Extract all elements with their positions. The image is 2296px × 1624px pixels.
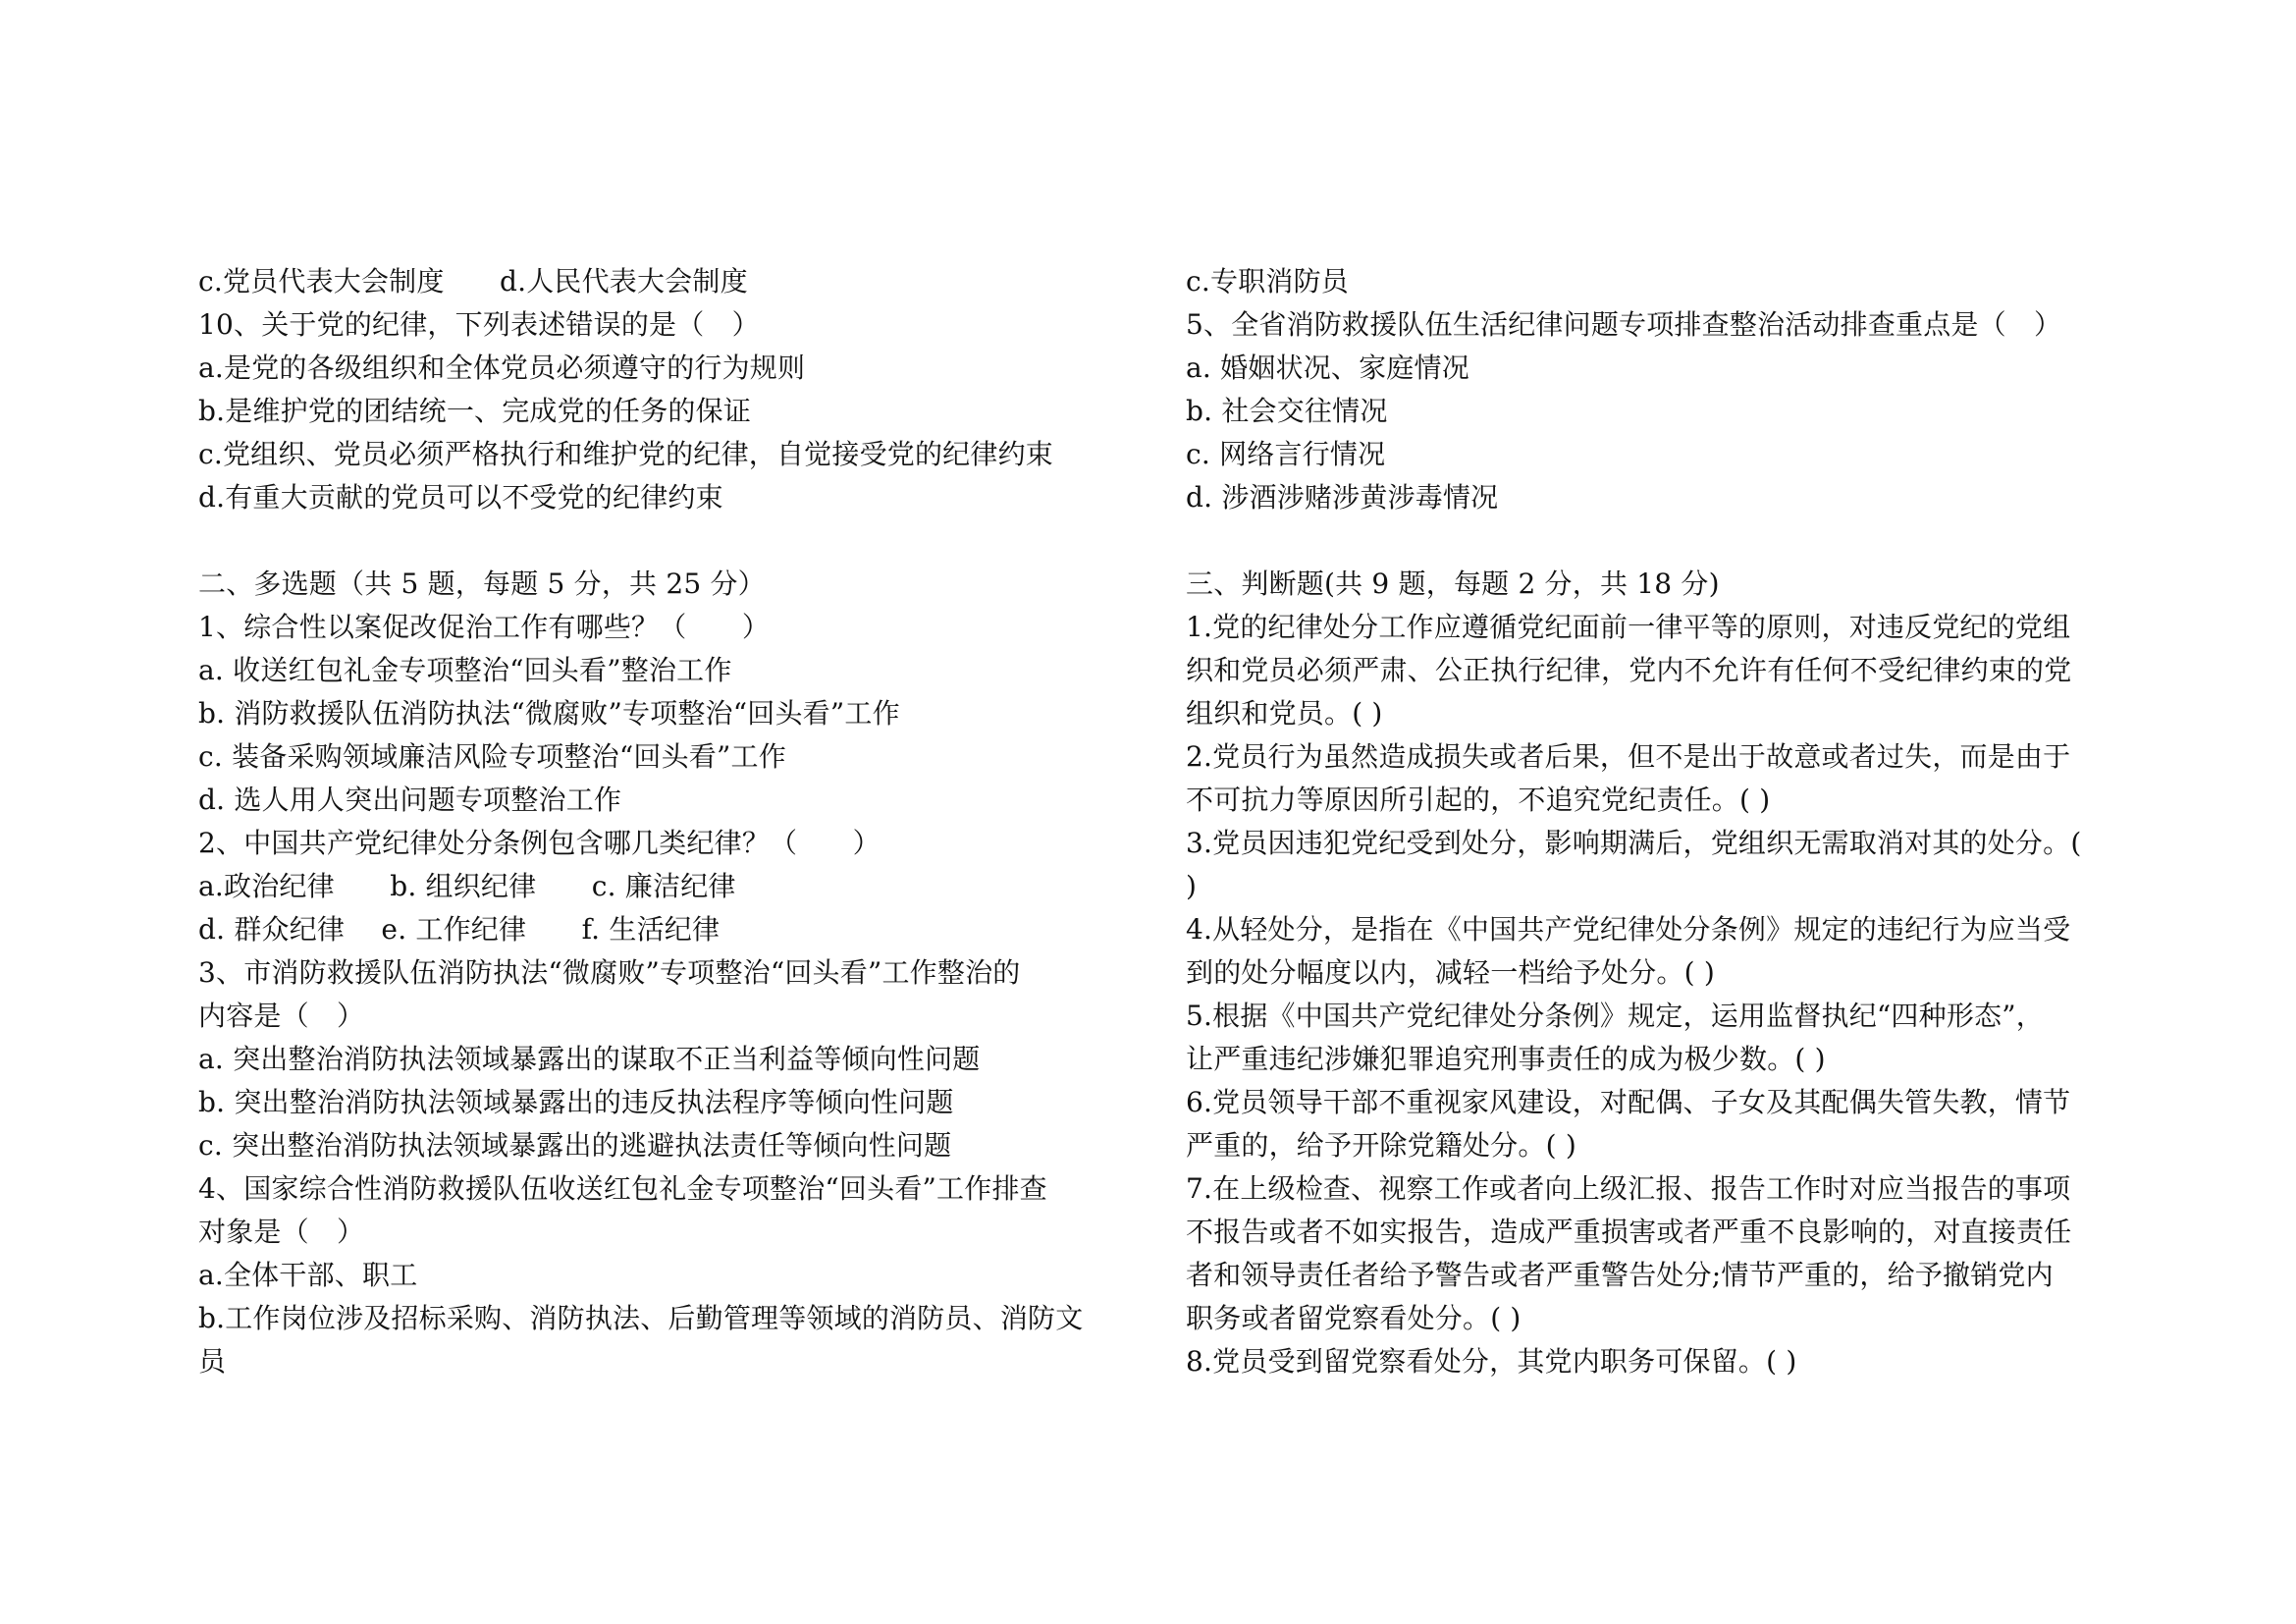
mc-q5-option-c: c. 网络言行情况 (1186, 438, 1386, 470)
right-column (1186, 260, 2118, 1383)
tf-line: 组织和党员。( ) (1186, 697, 1383, 730)
tf-line: 2.党员行为虽然造成损失或者后果，但不是出于故意或者过失，而是由于 (1186, 740, 2071, 773)
spacer (198, 519, 1121, 563)
mc-q5-question: 5、全省消防救援队伍生活纪律问题专项排查整治活动排查重点是（ ） (1186, 308, 2062, 341)
mc-q3-question-line2: 内容是（ ） (198, 1000, 365, 1032)
mc-q4-question-line1: 4、国家综合性消防救援队伍收送红包礼金专项整治“回头看”工作排查 (198, 1172, 1047, 1205)
tf-line: 5.根据《中国共产党纪律处分条例》规定，运用监督执纪“四种形态”， (1186, 1000, 2044, 1032)
tf-line: 1.党的纪律处分工作应遵循党纪面前一律平等的原则，对违反党纪的党组 (1186, 611, 2071, 643)
q10-option-a: a.是党的各级组织和全体党员必须遵守的行为规则 (198, 352, 806, 384)
mc-q4-question-line2: 对象是（ ） (198, 1216, 365, 1248)
q10-option-d: d.有重大贡献的党员可以不受党的纪律约束 (198, 481, 723, 514)
tf-line: 6.党员领导干部不重视家风建设，对配偶、子女及其配偶失管失教，情节 (1186, 1086, 2071, 1118)
mc-q1-question: 1、综合性以案促改促治工作有哪些？（ ） (198, 611, 771, 643)
tf-line: 职务或者留党察看处分。( ) (1186, 1302, 1522, 1334)
mc-q3-question-line1: 3、市消防救援队伍消防执法“微腐败”专项整治“回头看”工作整治的 (198, 956, 1021, 989)
mc-q4-option-b-line1: b.工作岗位涉及招标采购、消防执法、后勤管理等领域的消防员、消防文 (198, 1302, 1084, 1334)
mc-q5-option-b: b. 社会交往情况 (1186, 395, 1388, 427)
tf-line: 7.在上级检查、视察工作或者向上级汇报、报告工作时对应当报告的事项 (1186, 1172, 2071, 1205)
mc-q2-options-row2: d. 群众纪律 e. 工作纪律 f. 生活纪律 (198, 913, 721, 946)
q10-option-c: c.党组织、党员必须严格执行和维护党的纪律，自觉接受党的纪律约束 (198, 438, 1053, 470)
tf-line: 到的处分幅度以内，减轻一档给予处分。( ) (1186, 956, 1715, 989)
spacer (1186, 519, 2118, 563)
mc-q3-option-c: c. 突出整治消防执法领域暴露出的逃避执法责任等倾向性问题 (198, 1129, 952, 1162)
mc-q4-option-c: c.专职消防员 (1186, 265, 1349, 298)
mc-q4-option-b-line2: 员 (198, 1345, 227, 1378)
tf-line: 8.党员受到留党察看处分，其党内职务可保留。( ) (1186, 1345, 1797, 1378)
mc-q5-option-a: a. 婚姻状况、家庭情况 (1186, 352, 1469, 384)
tf-line: 不报告或者不如实报告，造成严重损害或者严重不良影响的，对直接责任 (1186, 1216, 2072, 1248)
q10-option-b: b.是维护党的团结统一、完成党的任务的保证 (198, 395, 752, 427)
true-false-heading: 三、判断题(共 9 题，每题 2 分，共 18 分) (1186, 568, 1720, 600)
mc-q2-question: 2、中国共产党纪律处分条例包含哪几类纪律？（ ） (198, 827, 881, 859)
mc-q1-option-a: a. 收送红包礼金专项整治“回头看”整治工作 (198, 654, 732, 686)
mc-q5-option-d: d. 涉酒涉赌涉黄涉毒情况 (1186, 481, 1499, 514)
tf-line: 3.党员因违犯党纪受到处分，影响期满后，党组织无需取消对其的处分。( (1186, 827, 2082, 859)
tf-line: 4.从轻处分，是指在《中国共产党纪律处分条例》规定的违纪行为应当受 (1186, 913, 2071, 946)
mc-q3-option-b: b. 突出整治消防执法领域暴露出的违反执法程序等倾向性问题 (198, 1086, 954, 1118)
tf-line: 不可抗力等原因所引起的，不追究党纪责任。( ) (1186, 784, 1771, 816)
mc-q1-option-b: b. 消防救援队伍消防执法“微腐败”专项整治“回头看”工作 (198, 697, 900, 730)
tf-line: 者和领导责任者给予警告或者严重警告处分;情节严重的，给予撤销党内 (1186, 1259, 2054, 1291)
left-column (198, 260, 1121, 1383)
tf-line: 让严重违纪涉嫌犯罪追究刑事责任的成为极少数。( ) (1186, 1043, 1826, 1075)
q10-question: 10、关于党的纪律，下列表述错误的是（ ） (198, 308, 760, 341)
mc-q1-option-c: c. 装备采购领域廉洁风险专项整治“回头看”工作 (198, 740, 786, 773)
mc-q1-option-d: d. 选人用人突出问题专项整治工作 (198, 784, 622, 816)
tf-line: ) (1186, 870, 1198, 902)
tf-line: 织和党员必须严肃、公正执行纪律，党内不允许有任何不受纪律约束的党 (1186, 654, 2072, 686)
q9-options: c.党员代表大会制度 d.人民代表大会制度 (198, 265, 748, 298)
tf-line: 严重的，给予开除党籍处分。( ) (1186, 1129, 1576, 1162)
mc-q4-option-a: a.全体干部、职工 (198, 1259, 418, 1291)
mc-q3-option-a: a. 突出整治消防执法领域暴露出的谋取不正当利益等倾向性问题 (198, 1043, 981, 1075)
multi-choice-heading: 二、多选题（共 5 题，每题 5 分，共 25 分） (198, 568, 766, 600)
mc-q2-options-row1: a.政治纪律 b. 组织纪律 c. 廉洁纪律 (198, 870, 736, 902)
